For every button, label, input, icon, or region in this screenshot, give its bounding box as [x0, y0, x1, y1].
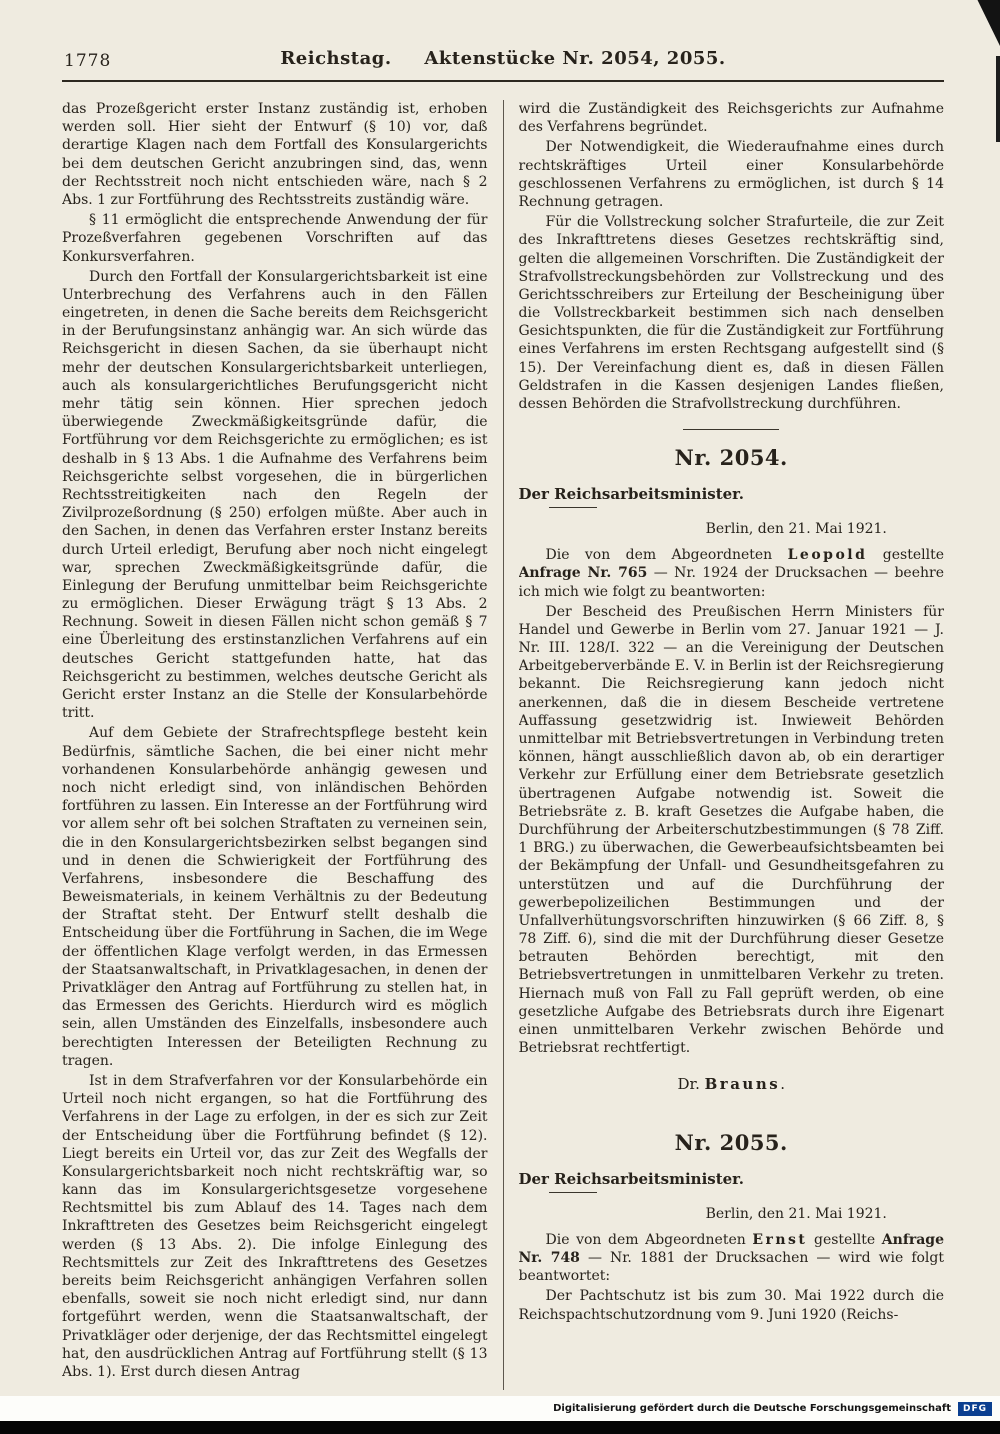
signature-period: .: [780, 1075, 785, 1094]
header-title-journal: Reichstag.: [280, 48, 392, 69]
page-number: 1778: [64, 51, 112, 71]
header-title-docs: Aktenstücke Nr. 2054, 2055.: [424, 48, 726, 69]
intro-text: Die von dem Abgeordneten: [545, 1231, 753, 1248]
paragraph-strafrechtspflege: Auf dem Gebiete der Strafrechtspflege besteht kein Bedürfnis, sämtliche Sachen, die bei einer nicht mehr vorhandenen Konsularbehörde anhängig gewesen und noch nicht erledigt sind, von inländischen Behörden fortführen zu lassen. Ein Interesse an der Fortführung wird vor allem sehr oft bei solchen Straftaten zu verneinen sein, die in den Konsulargerichtsbezirken selbst begangen sind und in denen die Schwierigkeit der Fortführung des Verfahrens, insbesondere die Beschaffung des Beweismaterials, in keinem Verhältnis zu der Bedeutung der Straftat steht. Der Entwurf stellt deshalb die Entscheidung über die Fortführung in Sachen, die im Wege der öffentlichen Klage verfolgt werden, in das Ermessen der Staatsanwaltschaft, in Privatklagesachen, in denen der Privatkläger den Antrag auf Fortführung zu stellen hat, in das Ermessen des Gerichts. Hierdurch wird es möglich sein, allen Umständen des Einzelfalls, insbesondere auch berechtigten Interessen der Beteiligten Rechnung zu tragen.: [62, 725, 488, 1069]
deputy-name: Ernst: [752, 1231, 808, 1248]
paragraph-continuation: wird die Zuständigkeit des Reichsgerichts zur Aufnahme des Verfahrens begründet.: [518, 101, 944, 136]
page-header: [62, 48, 944, 82]
paragraph-strafverfahren: Ist in dem Strafverfahren vor der Konsularbehörde ein Urteil noch nicht ergangen, so hat die Fortführung des Verfahrens in der Lage zu erfolgen, in der es sich zur Zeit der Entscheidung über die Fortführung befindet (§ 12). Liegt bereits ein Urteil vor, das zur Zeit des Wegfalls der Konsulargerichtsbarkeit noch nicht rechtskräftig war, so kann das im Konsulargerichtsgesetze vorgesehene Rechtsmittel bis zum Ablauf des 14. Tages nach dem Inkrafttreten des Gesetzes beim Reichsgericht eingelegt werden (§ 13 Abs. 2). Die infolge Einlegung des Rechtsmittels zur Zeit des Inkrafttretens des Gesetzes bereits beim Reichsgericht anhängigen Verfahren sollen ebenfalls, soweit sie noch nicht erledigt sind, nur dann fortgeführt werden, wenn die Staatsanwaltschaft, der Privatkläger oder derjenige, der das Rechtsmittel eingelegt hat, den ausdrücklichen Antrag auf Fortführung stellt (§ 13 Abs. 1). Erst durch diesen Antrag: [62, 1072, 488, 1380]
paragraph-notwendigkeit: Der Notwendigkeit, die Wiederaufnahme eines durch rechtskräftiges Urteil einer Konsularbehörde geschlossenen Verfahrens zu ermöglichen, ist durch § 14 Rechnung getragen.: [518, 139, 944, 210]
paragraph-continuation: das Prozeßgericht erster Instanz zuständig ist, erhoben werden soll. Hier sieht der Entwurf (§ 10) vor, daß derartige Klagen nach dem Fortfall des Konsulargerichts bei dem deutschen Gericht anzubringen sind, das, wenn der Rechtsstreit noch nicht entschieden wäre, nach § 2 Abs. 1 zur Fortführung des Rechtsstreits zuständig wäre.: [62, 101, 488, 208]
digitization-note: Digitalisierung gefördert durch die Deutsche Forschungsgemeinschaft: [553, 1403, 951, 1414]
paragraph-fortfall: Durch den Fortfall der Konsulargerichtsbarkeit ist eine Unterbrechung des Verfahrens auch in den Fällen eingetreten, in denen die Sache bereits dem Reichsgericht in der Berufungsinstanz anhängig war. An sich würde das Reichsgericht in diesen Sachen, da sie überhaupt nicht mehr der deutschen Konsulargerichtsbarkeit unterliegen, auch als konsulargerichtliches Berufungsgericht nicht mehr tätig sein können. Hier sprechen jedoch überwiegende Zweckmäßigkeitsgründe dafür, die Fortführung vor dem Reichsgerichte zu ermöglichen; es ist deshalb in § 13 Abs. 1 die Aufnahme des Verfahrens beim Reichsgerichte selbst vorgesehen, die in bürgerlichen Rechtsstreitigkeiten nach den Regeln der Zivilprozeßordnung (§ 250) erfolgen müßte. Aber auch in den Sachen, in denen das Verfahren erster Instanz bereits durch Urteil erledigt, Berufung aber noch nicht eingelegt war, sprechen Zweckmäßigkeitsgründe dafür, die Einlegung der Berufung unmittelbar beim Reichsgerichte zu ermöglichen. Dieser Erwägung trägt § 13 Abs. 2 Rechnung. Soweit in diesen Fällen nicht schon gemäß § 7 eine Überleitung des erstinstanzlichen Verfahrens auf ein deutsches Gericht stattgefunden hatte, hat das Reichsgericht zu bestimmen, welches deutsche Gericht als Gericht erster Instanz an die Stelle der Konsularbehörde tritt.: [62, 268, 488, 722]
signature-name: Brauns: [704, 1075, 781, 1094]
header-title: [62, 48, 944, 69]
signature-2054: [519, 1075, 945, 1095]
intro-text: — Nr. 1924 der Drucksachen — beehre ich mich wie folgt zu beantworten:: [518, 565, 944, 600]
document-author-2054: Der Reichsarbeitsminister.: [518, 485, 744, 504]
dfg-logo: DFG: [958, 1402, 992, 1416]
section-divider-rule: [683, 429, 779, 430]
signature-title: Dr.: [677, 1075, 705, 1094]
anfrage-number: Anfrage Nr. 748: [518, 1231, 944, 1267]
author-underline: [549, 507, 597, 508]
bottom-scan-bar: [0, 1421, 1000, 1434]
intro-text: — Nr. 1881 der Drucksachen — wird wie folgt beantwortet:: [518, 1250, 944, 1285]
dateline-2054: Berlin, den 21. Mai 1921.: [705, 520, 887, 537]
deputy-name: Leopold: [787, 547, 868, 564]
author-underline: [549, 1192, 597, 1193]
scan-edge-artifact: [996, 56, 1000, 142]
dateline-2055: Berlin, den 21. Mai 1921.: [705, 1205, 887, 1222]
paragraph-section-11: § 11 ermöglicht die entsprechende Anwendung der für Prozeßverfahren gegebenen Vorschriften auf das Konkursverfahren.: [62, 212, 488, 265]
answer-body-2055: Der Pachtschutz ist bis zum 30. Mai 1922 durch die Reichspachtschutzordnung vom 9. Juni 1920 (Reichs-: [518, 1288, 944, 1323]
anfrage-number: Anfrage Nr. 765: [518, 565, 648, 582]
document-2055: [519, 1129, 945, 1324]
intro-text: gestellte: [867, 547, 944, 564]
answer-body-2054: Der Bescheid des Preußischen Herrn Ministers für Handel und Gewerbe in Berlin vom 27. Januar 1921 — J. Nr. III. 128/I. 322 — an die Vereinigung der Deutschen Arbeitgeberverbände E. V. in Berlin ist der Reichsregierung bekannt. Die Reichsregierung kann jedoch nicht anerkennen, daß die in diesem Bescheide vertretene Auffassung gesetzwidrig ist. Inwieweit Behörden unmittelbar mit Betriebsvertretungen in Verbindung treten können, hängt ausschließlich davon ab, ob ein derartiger Verkehr zur Erfüllung einer dem Betriebsrate gesetzlich übertragenen Aufgabe notwendig ist. Soweit die Betriebsräte z. B. kraft Gesetzes die Aufgabe haben, die Durchführung der Arbeiterschutzbestimmungen (§ 78 Ziff. 1 BRG.) zu überwachen, die Gewerbeaufsichtsbeamten bei der Bekämpfung der Unfall- und Gesundheitsgefahren zu unterstützen und auf die Durchführung der gewerbepolizeilichen Bestimmungen und der Unfallverhütungsvorschriften hinzuwirken (§ 66 Ziff. 8, § 78 Ziff. 6), sind die mit der Durchführung dieser Gesetze betrauten Behörden berechtigt, mit den Betriebsvertretungen in unmittelbaren Verkehr zu treten. Hiernach muß von Fall zu Fall geprüft werden, ob eine gesetzliche Aufgabe des Betriebsrats durch ihre Eigenart einen unmittelbaren Verkehr zwischen Behörde und Betriebsrat rechtfertigt.: [518, 603, 944, 1057]
intro-text: Die von dem Abgeordneten: [545, 547, 788, 564]
document-author-2055: Der Reichsarbeitsminister.: [518, 1170, 744, 1189]
document-number-2055: Nr. 2055.: [674, 1129, 788, 1155]
scan-corner-artifact: [970, 0, 1000, 46]
digitization-footer: [0, 1396, 1000, 1421]
right-column: [519, 100, 945, 1390]
document-number-2054: Nr. 2054.: [674, 445, 788, 471]
column-divider: [503, 100, 504, 1390]
anfrage-intro-2054: [519, 546, 945, 601]
left-column: [62, 100, 488, 1390]
two-column-text: [62, 100, 944, 1390]
paragraph-vollstreckung: Für die Vollstreckung solcher Strafurteile, die zur Zeit des Inkrafttretens dieses Gesetzes rechtskräftig sind, gelten die allgemeinen Vorschriften. Die Zuständigkeit der Strafvollstreckungsbehörden zur Vollstreckung und des Gerichtsschreibers zur Erteilung der Bescheinigung über die Vollstreckbarkeit bestimmen sich nach denselben Gesichtspunkten, die für die Zuständigkeit zur Fortführung eines Verfahrens im ersten Rechtsgang aufgestellt sind (§ 15). Der Vereinfachung dient es, daß in diesen Fällen Geldstrafen in die Kassen desjenigen Landes fließen, dessen Behörden die Strafvollstreckung durchführen.: [518, 214, 944, 412]
intro-text: gestellte: [807, 1231, 882, 1248]
anfrage-intro-2055: [519, 1231, 945, 1286]
